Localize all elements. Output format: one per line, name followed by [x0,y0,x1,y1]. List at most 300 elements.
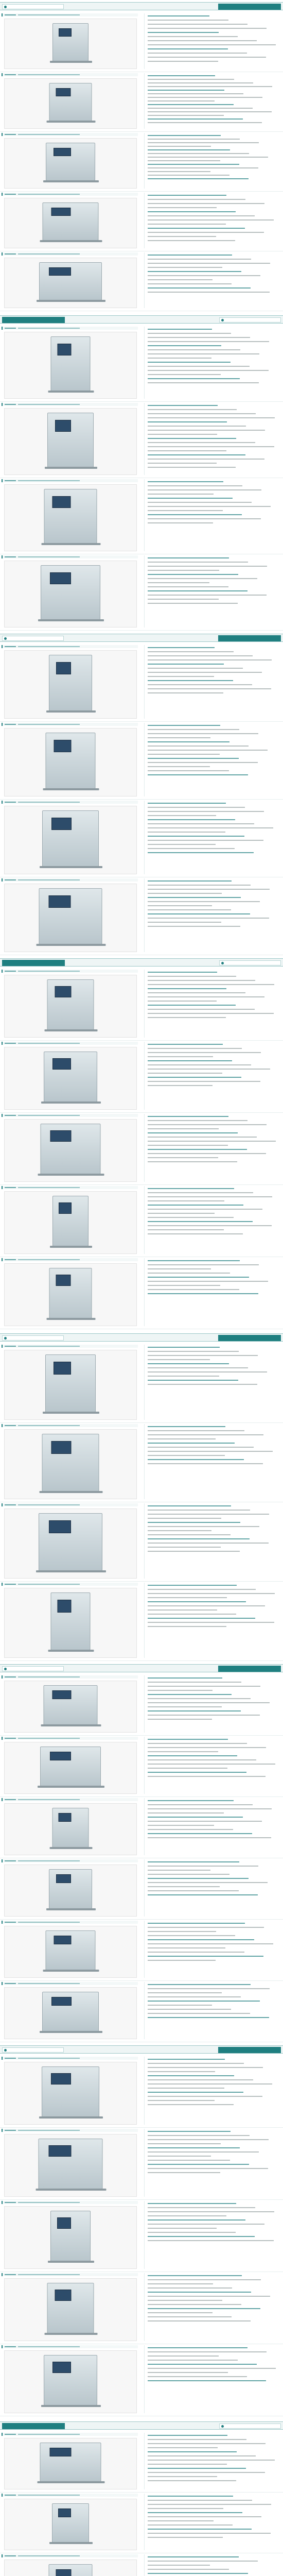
product-code [5,1983,16,1984]
product-name [18,14,80,15]
category-title-tab [218,2047,281,2053]
spec-line [148,1447,254,1448]
spec-panel [144,2201,280,2269]
spec-line [148,20,228,21]
product-title-bar [2,1859,138,1862]
instrument-display [51,1441,72,1454]
spec-line [148,1747,266,1748]
spec-line [148,1593,275,1594]
product-name [18,480,80,481]
spec-line [148,2296,270,2297]
spec-line [148,599,219,600]
spec-line [148,2300,222,2301]
spec-line [148,1149,247,1150]
instrument-image [41,565,100,620]
spec-line [148,1817,243,1818]
spec-line [148,836,244,837]
product-name [18,1346,80,1347]
spec-line [148,729,239,730]
product-block [0,645,283,721]
spec-line [148,1459,244,1460]
spec-line [148,885,251,886]
spec-line [148,1890,239,1891]
spec-panel [144,970,280,1038]
product-title-bar [2,479,138,482]
spec-line [148,980,255,981]
instrument-image [52,1196,89,1246]
product-name [18,2346,80,2347]
product-photo [4,1509,137,1579]
instrument-display [56,2569,72,2576]
product-name [18,1259,80,1260]
spec-line [148,1124,267,1125]
product-code [5,1425,16,1426]
spec-panel [144,403,280,475]
instrument-display [59,1813,72,1822]
instrument-base [36,1570,106,1572]
spec-line [148,1530,211,1531]
spec-panel [144,1859,280,1917]
spec-line [148,1776,266,1777]
instrument-display [58,344,72,355]
spec-line [148,167,258,168]
product-photo [4,1429,137,1499]
spec-line [148,2360,238,2361]
spec-line [148,1213,215,1214]
spec-line [148,1686,260,1687]
instrument-display [51,1997,72,2006]
spec-line [148,510,223,511]
product-code [5,2202,16,2203]
product-photo [4,2062,137,2125]
spec-line [148,463,217,464]
spec-line [148,2017,269,2018]
spec-line [148,263,270,264]
spec-line [148,1768,227,1769]
product-photo [4,1803,137,1855]
spec-line [148,1434,263,1435]
spec-line [148,1878,249,1879]
spec-line [148,1626,226,1627]
spec-line [148,566,267,567]
spec-line [148,1984,251,1985]
spec-line [148,1056,213,1057]
spec-line [148,1715,260,1716]
spec-line [148,2435,227,2436]
product-code [5,74,16,75]
product-photo [4,1588,137,1658]
spec-line [148,1268,211,1269]
spec-panel [144,73,280,129]
instrument-base [46,1908,96,1910]
product-block [0,1042,283,1112]
spec-line [148,2139,269,2140]
product-block [0,1186,283,1256]
spec-line [148,2455,256,2456]
spec-line [148,1882,268,1883]
spec-line [148,1589,256,1590]
spec-line [148,807,245,808]
product-name [18,134,80,135]
instrument-display [49,1520,71,1533]
spec-line [148,676,214,677]
instrument-image [39,888,102,944]
spec-line [148,2211,274,2212]
spec-line [148,1751,218,1752]
spec-line [148,1205,243,1206]
product-title-bar [2,1503,138,1506]
instrument-base [50,1246,92,1248]
spec-line [148,1128,219,1129]
spec-line [148,2292,251,2293]
product-code [5,1799,16,1800]
product-divider [0,630,283,631]
spec-line [148,2496,233,2497]
product-photo [4,2350,137,2413]
spec-line [148,146,211,147]
spec-line [148,762,258,763]
spec-line [148,1960,216,1961]
spec-line [148,1384,257,1385]
spec-line [148,1289,239,1290]
spec-line [148,1510,250,1511]
spec-line [148,57,266,58]
spec-line [148,2524,233,2526]
product-name [18,2058,80,2059]
spec-line [148,647,215,648]
spec-line [148,1956,263,1957]
company-logo-icon [4,1668,7,1670]
instrument-base [41,1724,101,1726]
spec-line [148,1077,241,1078]
spec-line [148,1534,231,1535]
spec-line [148,2464,227,2465]
spec-line [148,1001,217,1002]
instrument-display [56,88,71,96]
product-photo [4,1865,137,1917]
product-code [5,1676,16,1677]
spec-line [148,502,252,503]
spec-line [148,2075,234,2076]
product-photo [4,138,137,189]
spec-line [148,1064,251,1065]
product-name [18,1584,80,1585]
section-header [0,958,283,967]
spec-line [148,1943,273,1944]
product-code [5,194,16,195]
spec-line [148,1005,236,1006]
spec-line [148,1141,276,1142]
spec-line [148,1052,261,1053]
product-code [5,646,16,647]
spec-line [148,1120,247,1121]
spec-line [148,1543,269,1544]
product-title-bar [2,2433,138,2436]
product-code [5,1504,16,1505]
spec-line [148,1698,251,1699]
instrument-image [47,413,94,467]
spec-line [148,2376,247,2377]
company-name-tab [2,2047,64,2053]
spec-line [148,1285,220,1286]
spec-line [148,259,251,260]
spec-line [148,108,253,109]
spec-line [148,1551,240,1552]
product-photo [4,78,137,129]
spec-line [148,909,231,910]
product-block [0,1503,283,1581]
spec-line [148,586,228,587]
product-photo [4,2134,137,2197]
spec-panel [144,1798,280,1855]
spec-line [148,164,239,165]
spec-line [148,1935,235,1936]
spec-line [148,1547,221,1548]
product-code [5,2130,16,2131]
instrument-base [47,1318,96,1320]
spec-line [148,15,209,16]
product-title-bar [2,2057,138,2060]
instrument-image [42,2066,99,2117]
spec-line [148,1017,226,1018]
product-name [18,1860,80,1861]
spec-line [148,2533,271,2534]
spec-line [148,2351,267,2352]
instrument-base [42,543,101,545]
spec-line [148,2565,210,2566]
spec-line [148,1710,241,1711]
spec-line [148,1371,267,1372]
spec-line [148,574,238,575]
spec-line [148,2447,218,2448]
spec-line [148,2001,260,2002]
spec-line [148,2104,234,2105]
instrument-image [49,2564,93,2576]
spec-line [148,1538,250,1539]
spec-line [148,236,216,237]
instrument-image [51,336,91,391]
spec-panel [144,1042,280,1110]
product-code [5,724,16,725]
product-code [5,1346,16,1347]
spec-line [148,803,226,804]
spec-line [148,1085,213,1086]
spec-line [148,228,245,229]
product-photo [4,1350,137,1420]
spec-line [148,421,227,422]
company-name-tab [219,2424,281,2429]
spec-line [148,754,220,755]
product-name [18,1983,80,1984]
instrument-display [50,572,71,584]
spec-line [148,2067,263,2068]
spec-line [148,2151,259,2153]
instrument-display [59,1202,72,1214]
spec-line [148,2472,265,2473]
spec-line [148,1939,254,1940]
spec-line [148,1443,235,1444]
spec-line [148,1800,234,1801]
spec-line [148,494,214,495]
spec-line [148,1690,213,1691]
spec-line [148,2131,231,2132]
spec-line [148,2355,219,2357]
spec-line [148,750,268,751]
instrument-image [44,1052,97,1102]
product-divider [0,2127,283,2128]
spec-line [148,426,246,427]
product-block [0,1583,283,1660]
spec-line [148,370,269,371]
spec-line [148,1351,239,1352]
spec-line [148,692,223,693]
spec-panel [144,252,280,308]
product-title-bar [2,2129,138,2132]
product-code [5,2058,16,2059]
product-name [18,802,80,803]
instrument-base [40,240,102,242]
instrument-image [46,143,95,181]
spec-line [148,498,233,499]
product-name [18,2555,80,2556]
spec-line [148,2232,236,2233]
product-photo [4,2499,137,2550]
spec-line [148,2160,230,2161]
product-code [5,2274,16,2275]
spec-line [148,1988,270,1989]
spec-line [148,413,256,414]
spec-line [148,53,247,54]
spec-line [148,111,272,112]
spec-line [148,1277,249,1278]
spec-line [148,1829,233,1830]
spec-line [148,224,226,225]
company-logo-icon [221,2425,224,2428]
spec-line [148,1463,263,1464]
spec-line [148,1808,272,1809]
spec-panel [144,1675,280,1733]
product-block [0,2554,283,2576]
instrument-display [58,1600,72,1613]
spec-line [148,1677,222,1679]
spec-line [148,880,232,882]
spec-line [148,2516,261,2517]
product-title-bar [2,403,138,406]
company-logo-icon [221,962,224,964]
section-header [0,2,283,10]
spec-line [148,2320,251,2321]
spec-line [148,2088,224,2089]
product-name [18,1504,80,1505]
instrument-image [51,1592,91,1650]
spec-line [148,28,267,29]
company-logo-icon [4,637,7,640]
instrument-display [54,740,72,752]
product-name [18,1115,80,1116]
product-code [5,1259,16,1260]
instrument-display [59,28,72,37]
spec-line [148,823,254,824]
spec-line [148,48,228,49]
instrument-base [38,1786,104,1788]
spec-line [148,1217,234,1218]
product-title-bar [2,555,138,558]
spec-line [148,1743,247,1744]
spec-line [148,733,258,734]
product-photo [4,1742,137,1794]
product-divider [0,721,283,722]
product-code [5,2346,16,2347]
spec-line [148,267,222,268]
spec-line [148,1137,257,1138]
product-block [0,1737,283,1796]
spec-line [148,2156,211,2157]
spec-line [148,1200,224,1201]
spec-line [148,345,221,346]
spec-line [148,2537,223,2538]
spec-line [148,1221,253,1222]
spec-line [148,438,236,439]
product-title-bar [2,1258,138,1261]
spec-line [148,61,218,62]
spec-line [148,341,269,342]
spec-line [148,905,212,906]
product-code [5,2495,16,2496]
company-name-tab [2,1666,64,1671]
product-block [0,73,283,131]
instrument-display [52,496,71,508]
product-photo [4,19,137,69]
spec-line [148,160,220,161]
spec-line [148,506,271,507]
spec-line [148,1229,224,1230]
spec-line [148,2168,268,2169]
spec-line [148,2135,250,2136]
spec-line [148,232,264,233]
product-code [5,14,16,15]
spec-line [148,358,211,359]
spec-line [148,1894,258,1895]
product-code [5,1043,16,1044]
instrument-display [56,1275,71,1286]
spec-panel [144,1737,280,1794]
category-title-tab [2,960,65,966]
section-header [0,2421,283,2430]
instrument-image [47,2283,94,2333]
instrument-base [48,2261,94,2263]
spec-line [148,178,249,179]
spec-line [148,382,259,383]
product-block [0,2494,283,2552]
instrument-display [55,986,72,997]
spec-line [148,2092,243,2093]
spec-line [148,199,245,200]
spec-line [148,157,268,158]
product-name [18,253,80,255]
spec-line [148,1044,223,1045]
product-title-bar [2,1186,138,1189]
instrument-image [40,1747,101,1786]
spec-line [148,1209,262,1210]
spec-line [148,1992,222,1993]
spec-line [148,1609,217,1611]
spec-line [148,1013,274,1014]
spec-line [148,1069,270,1070]
product-title-bar [2,1982,138,1985]
spec-panel [144,2057,280,2125]
spec-line [148,442,255,443]
spec-line [148,2364,257,2365]
